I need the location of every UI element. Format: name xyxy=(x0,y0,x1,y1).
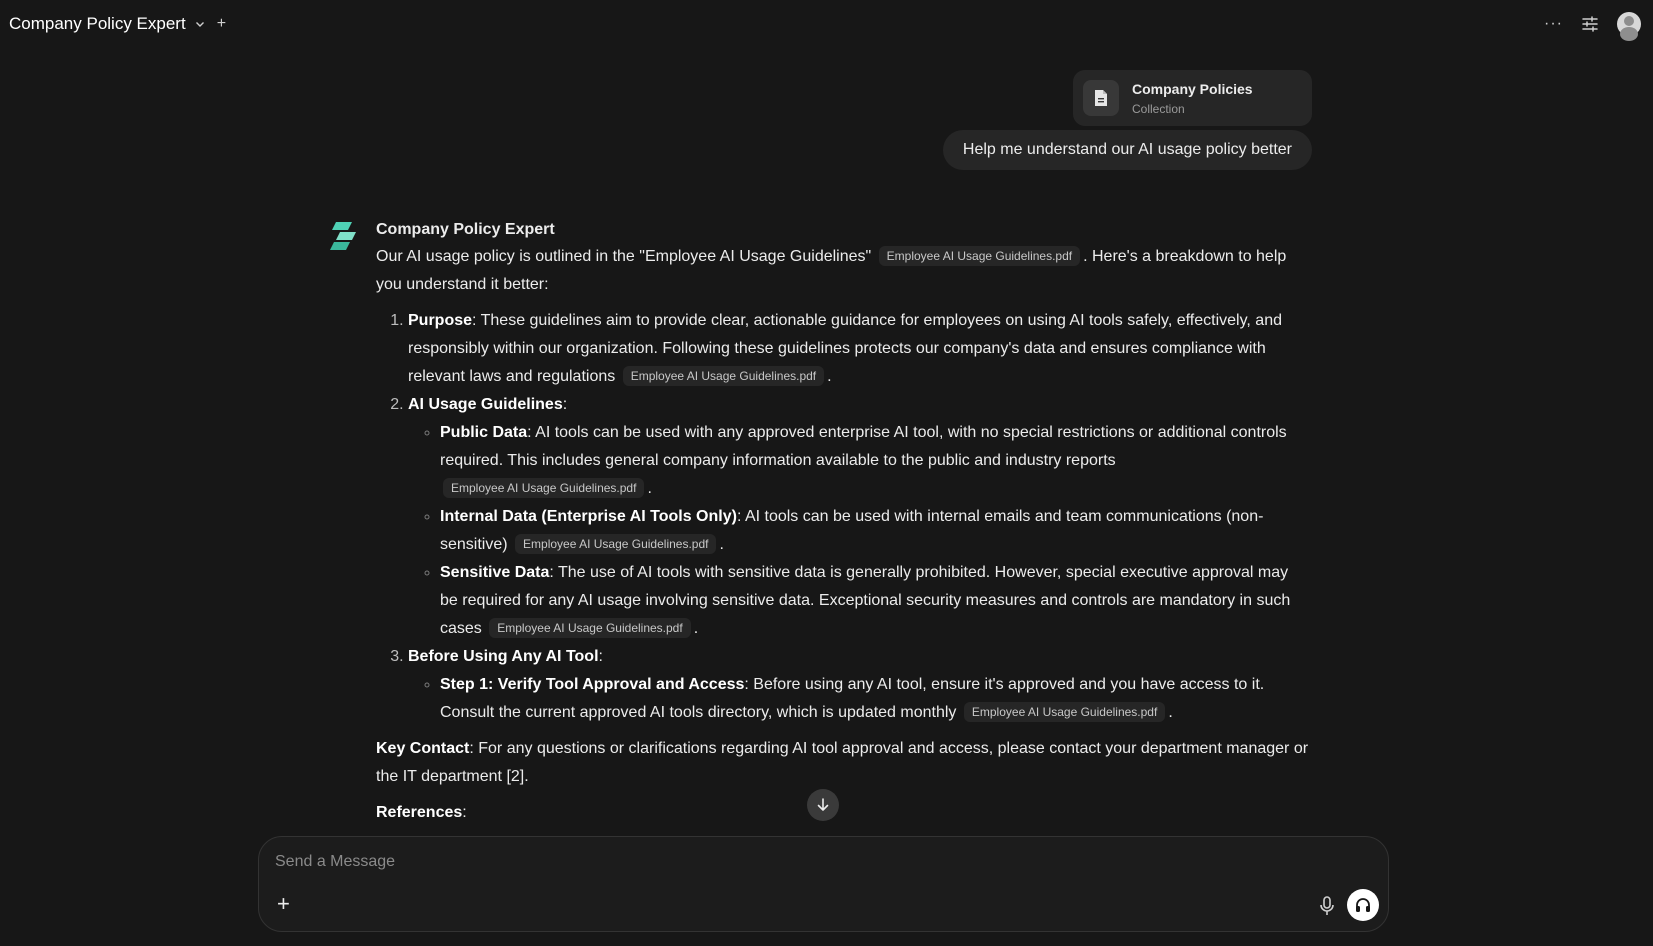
key-contact-paragraph xyxy=(376,735,1310,791)
assistant-name: Company Policy Expert xyxy=(376,221,555,238)
sub-item-title: Public Data xyxy=(440,424,528,441)
more-options-icon[interactable]: ··· xyxy=(1544,15,1563,32)
item-title: Purpose xyxy=(408,312,473,329)
arrow-down-icon xyxy=(815,797,831,813)
list-item: 2. AI Usage Guidelines: ◦ Public Data: AI tools can be used with any approved enterprise AI tool, with no special restrictions or additional controls required. This includes general company information available to the public and industry reports Employee AI Usage Guidelines.pdf . ◦ Internal Data (Enterprise AI Tools Only): AI tools can be used with internal emails and team communications (non-sensitive) Employee AI Usage Guidelines.pdf . ◦ Sensitive Data: The use of AI tools with sensitive data is generally prohibited. However, special executive approval may be required for any AI usage involving sensitive data. Exceptional security measures and controls are mandatory in such cases Employee AI Usage Guidelines.pdf . xyxy=(408,391,1310,643)
attachment-text xyxy=(1132,81,1253,116)
attachment-type: Collection xyxy=(1132,101,1185,116)
assistant-content xyxy=(376,220,1310,834)
attach-button[interactable]: + xyxy=(277,891,290,916)
references-title: References xyxy=(376,804,463,821)
sub-list-item: ◦ Internal Data (Enterprise AI Tools Only): AI tools can be used with internal emails and team communications (non-sensitive) Employee AI Usage Guidelines.pdf . xyxy=(440,503,1310,559)
sub-list-item: ◦ Sensitive Data: The use of AI tools with sensitive data is generally prohibited. However, special executive approval may be required for any AI usage involving sensitive data. Exceptional security measures and controls are mandatory in such cases Employee AI Usage Guidelines.pdf . xyxy=(440,559,1310,643)
list-item: 1. Purpose: These guidelines aim to provide clear, actionable guidance for employees on using AI tools safely, effectively, and responsibly within our organization. Following these guidelines protects our company's data and ensures compliance with relevant laws and regulations Employee AI Usage Guidelines.pdf . xyxy=(408,307,1310,391)
attachment-card[interactable] xyxy=(1073,70,1312,126)
intro-text: Our AI usage policy is outlined in the "Employee AI Usage Guidelines" xyxy=(376,248,872,265)
user-message: Help me understand our AI usage policy better xyxy=(943,130,1312,170)
new-chat-button[interactable]: + xyxy=(216,15,227,32)
references-paragraph: References: xyxy=(376,804,467,821)
top-bar xyxy=(0,0,1653,48)
user-avatar[interactable] xyxy=(1617,12,1641,36)
item-text: : These guidelines aim to provide clear, actionable guidance for employees on using AI tools safely, effectively, and responsibly within our organization. Following these guidelines protects our company's data and ensures compliance with relevant laws and regulations xyxy=(408,312,1282,385)
citation-chip[interactable]: Employee AI Usage Guidelines.pdf xyxy=(515,534,716,554)
key-contact-title: Key Contact xyxy=(376,740,470,757)
item-title: AI Usage Guidelines xyxy=(408,396,563,413)
document-icon xyxy=(1083,80,1119,116)
message-composer xyxy=(258,836,1389,932)
settings-sliders-icon[interactable] xyxy=(1581,15,1599,33)
headphones-icon xyxy=(1354,896,1372,914)
top-right-controls xyxy=(1544,12,1641,36)
citation-chip[interactable]: Employee AI Usage Guidelines.pdf xyxy=(964,702,1165,722)
citation-chip[interactable]: Employee AI Usage Guidelines.pdf xyxy=(443,478,644,498)
sub-item-title: Step 1: Verify Tool Approval and Access xyxy=(440,676,745,693)
list-item: 3. Before Using Any AI Tool: ◦ Step 1: Verify Tool Approval and Access: Before using any AI tool, ensure it's approved and you have access to it. Consult the current approved AI tools directory, which is updated monthly Employee AI Usage Guidelines.pdf . xyxy=(408,643,1310,727)
sub-item-title: Sensitive Data xyxy=(440,564,550,581)
key-contact-text: : For any questions or clarifications regarding AI tool approval and access, please contact your department manager or the IT department [2]. xyxy=(376,740,1309,785)
sub-item-text: : AI tools can be used with any approved enterprise AI tool, with no special restrictions or additional controls required. This includes general company information available to the public and industry reports xyxy=(440,424,1287,469)
sub-list-item: ◦ Step 1: Verify Tool Approval and Access: Before using any AI tool, ensure it's approved and you have access to it. Consult the current approved AI tools directory, which is updated monthly Employee AI Usage Guidelines.pdf . xyxy=(440,671,1310,727)
sub-list xyxy=(408,671,1310,727)
sub-item-text: : The use of AI tools with sensitive data is generally prohibited. However, special executive approval may be required for any AI usage involving sensitive data. Exceptional security measures and controls are mandatory in such cases xyxy=(440,564,1291,637)
sub-item-text: : Before using any AI tool, ensure it's approved and you have access to it. Consult the current approved AI tools directory, which is updated monthly xyxy=(440,676,1265,721)
scroll-to-bottom-button[interactable] xyxy=(807,789,839,821)
sub-list xyxy=(408,419,1310,643)
intro-paragraph xyxy=(376,243,1310,299)
voice-mode-button[interactable] xyxy=(1347,889,1379,921)
microphone-icon[interactable] xyxy=(1317,895,1337,917)
policy-list xyxy=(376,307,1310,727)
model-selector[interactable]: Company Policy Expert xyxy=(9,14,186,33)
sub-item-title: Internal Data (Enterprise AI Tools Only) xyxy=(440,508,737,525)
item-title: Before Using Any AI Tool xyxy=(408,648,599,665)
sub-list-item: ◦ Public Data: AI tools can be used with any approved enterprise AI tool, with no special restrictions or additional controls required. This includes general company information available to the public and industry reports Employee AI Usage Guidelines.pdf . xyxy=(440,419,1310,503)
citation-chip[interactable]: Employee AI Usage Guidelines.pdf xyxy=(623,366,824,386)
sub-item-text: : AI tools can be used with internal emails and team communications (non-sensitive) xyxy=(440,508,1264,553)
assistant-logo-icon xyxy=(330,222,358,252)
intro-text-2: . Here's a breakdown to help you understand it better: xyxy=(376,248,1287,293)
message-input[interactable] xyxy=(275,847,1365,877)
chevron-down-icon[interactable] xyxy=(195,19,205,29)
citation-chip[interactable]: Employee AI Usage Guidelines.pdf xyxy=(489,618,690,638)
citation-chip[interactable]: Employee AI Usage Guidelines.pdf xyxy=(879,246,1080,266)
attachment-name: Company Policies xyxy=(1132,80,1253,97)
